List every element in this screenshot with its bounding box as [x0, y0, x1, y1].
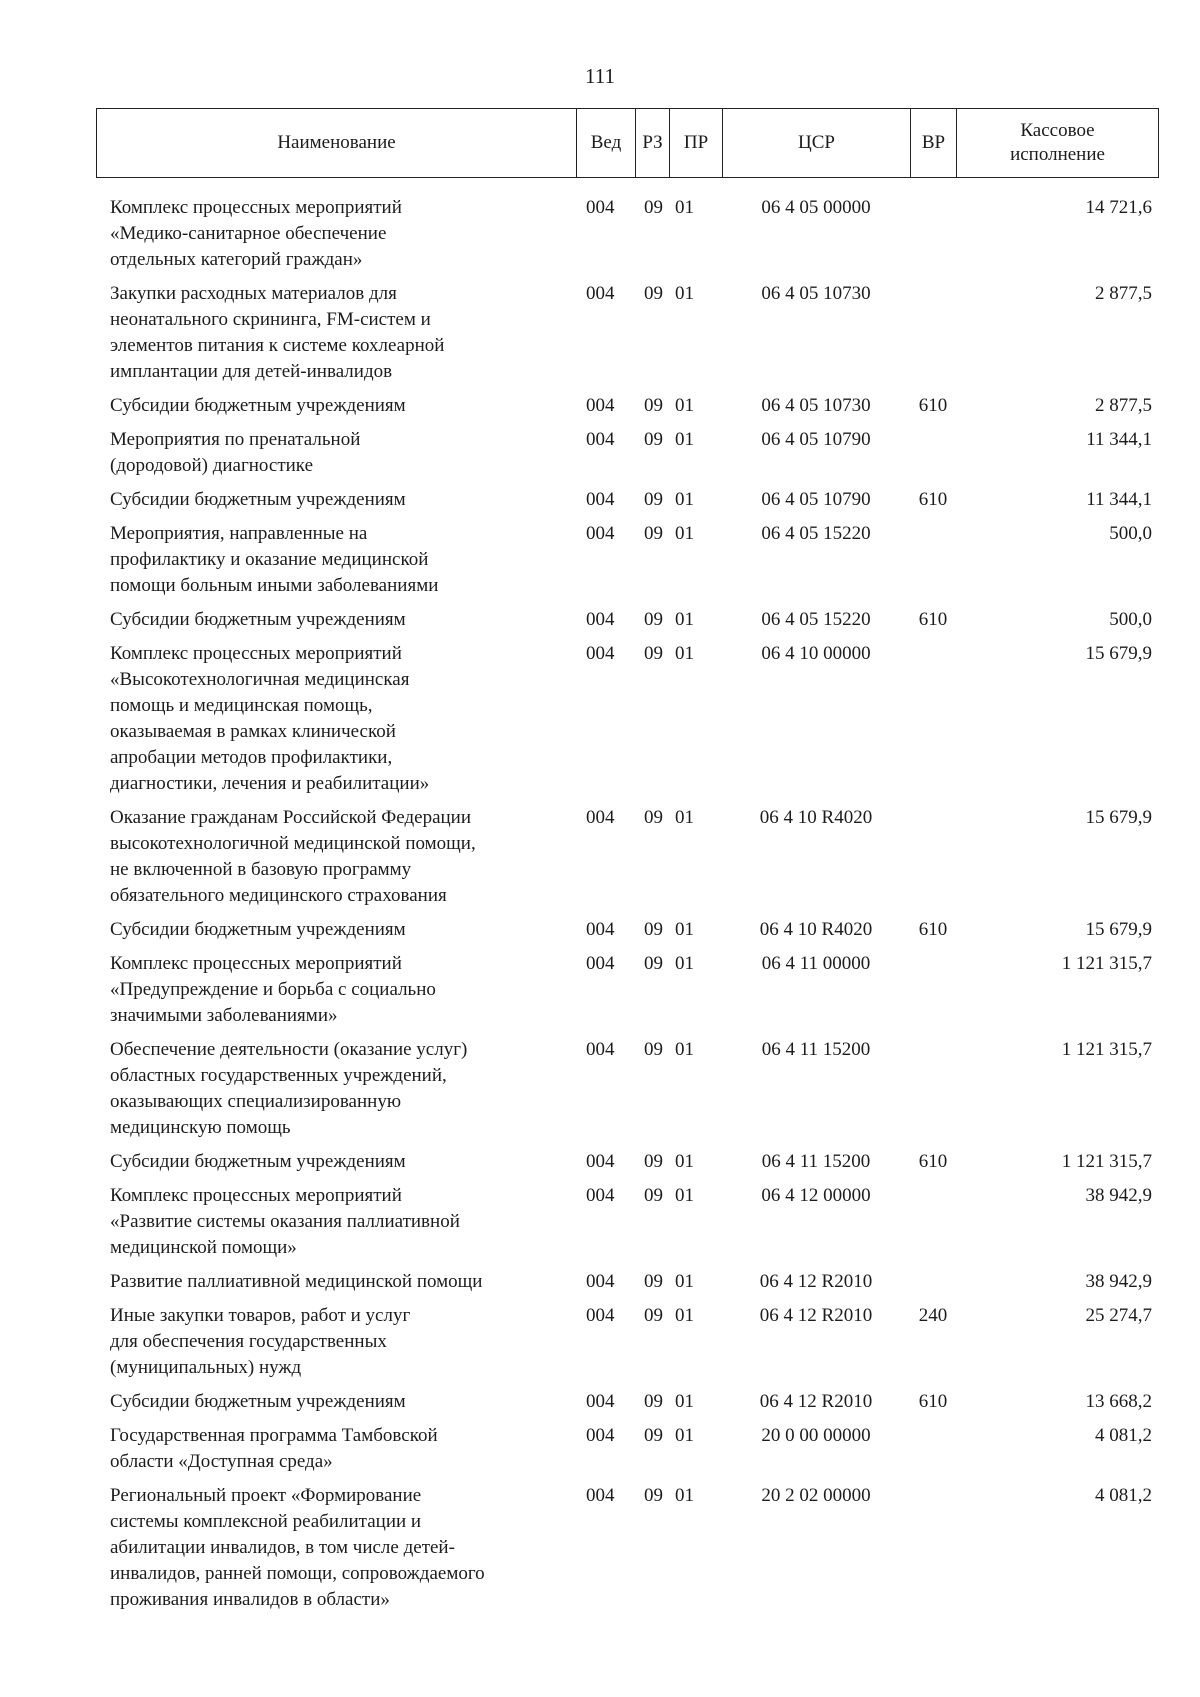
table-row	[96, 1389, 1158, 1415]
cell-csr: 20 2 02 00000	[761, 1485, 871, 1506]
cell-vr	[910, 641, 956, 797]
cell-csr: 06 4 10 00000	[761, 643, 871, 664]
cell-name-line: медицинской помощи»	[110, 1237, 297, 1258]
cell-name-line: Мероприятия, направленные на	[110, 523, 368, 544]
cell-ved: 004	[586, 807, 615, 828]
cell-pr: 01	[675, 1185, 694, 1206]
cell-name-line: не включенной в базовую программу	[110, 859, 412, 880]
table-row	[96, 393, 1158, 419]
cell-vr	[910, 805, 956, 909]
cell-sum: 1 121 315,7	[1061, 953, 1152, 974]
table-row	[96, 521, 1158, 599]
cell-csr: 06 4 11 15200	[761, 1151, 871, 1172]
cell-sum: 14 721,6	[1085, 197, 1152, 218]
cell-ved: 004	[586, 1305, 615, 1326]
cell-csr: 06 4 12 R2010	[759, 1271, 873, 1292]
cell-rz: 09	[644, 919, 663, 940]
cell-name-line: Иные закупки товаров, работ и услуг	[110, 1305, 411, 1326]
cell-rz: 09	[644, 283, 663, 304]
cell-name-line: высокотехнологичной медицинской помощи,	[110, 833, 476, 854]
cell-csr: 06 4 10 R4020	[759, 919, 873, 940]
cell-name	[96, 1149, 576, 1175]
cell-pr: 01	[675, 395, 694, 416]
cell-name	[96, 195, 576, 273]
cell-rz: 09	[644, 953, 663, 974]
table-row	[96, 1269, 1158, 1295]
cell-name-line: значимыми заболеваниями»	[110, 1005, 338, 1026]
cell-ved: 004	[586, 1485, 615, 1506]
cell-name-line: абилитации инвалидов, в том числе детей-	[110, 1537, 455, 1558]
cell-vr	[910, 281, 956, 385]
table-body	[96, 195, 1158, 1621]
cell-name-line: Субсидии бюджетным учреждениям	[110, 489, 406, 510]
cell-vr: 610	[918, 1151, 948, 1172]
cell-name-line: области «Доступная среда»	[110, 1451, 333, 1472]
cell-name	[96, 1423, 576, 1475]
cell-name-line: Субсидии бюджетным учреждениям	[110, 1151, 406, 1172]
cell-vr	[910, 1037, 956, 1141]
cell-name	[96, 607, 576, 633]
cell-rz: 09	[644, 1039, 663, 1060]
cell-name	[96, 1183, 576, 1261]
cell-name	[96, 641, 576, 797]
cell-vr	[910, 1483, 956, 1613]
cell-pr: 01	[675, 1305, 694, 1326]
cell-ved: 004	[586, 1425, 615, 1446]
cell-name-line: системы комплексной реабилитации и	[110, 1511, 422, 1532]
cell-name	[96, 917, 576, 943]
cell-pr: 01	[675, 1271, 694, 1292]
cell-name	[96, 1483, 576, 1613]
cell-csr: 06 4 10 R4020	[759, 807, 873, 828]
cell-sum: 500,0	[1109, 523, 1152, 544]
cell-pr: 01	[675, 1391, 694, 1412]
cell-sum: 4 081,2	[1095, 1425, 1152, 1446]
cell-name	[96, 951, 576, 1029]
cell-sum: 38 942,9	[1085, 1271, 1152, 1292]
cell-ved: 004	[586, 429, 615, 450]
table-row	[96, 487, 1158, 513]
table-row	[96, 1483, 1158, 1613]
cell-sum: 25 274,7	[1085, 1305, 1152, 1326]
cell-rz: 09	[644, 1271, 663, 1292]
table-row	[96, 1149, 1158, 1175]
cell-vr	[910, 1183, 956, 1261]
cell-vr: 610	[918, 609, 948, 630]
table-row	[96, 917, 1158, 943]
cell-vr	[910, 1269, 956, 1295]
cell-name	[96, 393, 576, 419]
cell-ved: 004	[586, 1271, 615, 1292]
cell-name-line: диагностики, лечения и реабилитации»	[110, 773, 430, 794]
cell-sum: 2 877,5	[1095, 283, 1152, 304]
cell-pr: 01	[675, 643, 694, 664]
cell-csr: 06 4 05 00000	[761, 197, 871, 218]
cell-vr	[910, 521, 956, 599]
cell-sum: 15 679,9	[1085, 807, 1152, 828]
table-row	[96, 1183, 1158, 1261]
cell-csr: 06 4 05 10730	[761, 395, 871, 416]
cell-pr: 01	[675, 1425, 694, 1446]
cell-name-line: Субсидии бюджетным учреждениям	[110, 395, 406, 416]
page-number: 111	[585, 64, 615, 88]
cell-rz: 09	[644, 1391, 663, 1412]
cell-sum: 4 081,2	[1095, 1485, 1152, 1506]
column-header-vr: ВР	[911, 109, 957, 178]
cell-pr: 01	[675, 807, 694, 828]
cell-ved: 004	[586, 523, 615, 544]
cell-rz: 09	[644, 609, 663, 630]
cell-name	[96, 281, 576, 385]
cell-csr: 06 4 05 10790	[761, 429, 871, 450]
cell-rz: 09	[644, 1185, 663, 1206]
cell-csr: 06 4 12 R2010	[759, 1305, 873, 1326]
cell-rz: 09	[644, 197, 663, 218]
cell-rz: 09	[644, 643, 663, 664]
cell-name-line: «Высокотехнологичная медицинская	[110, 669, 410, 690]
cell-rz: 09	[644, 1425, 663, 1446]
cell-name-line: Субсидии бюджетным учреждениям	[110, 609, 406, 630]
cell-rz: 09	[644, 523, 663, 544]
cell-name-line: апробации методов профилактики,	[110, 747, 393, 768]
cell-ved: 004	[586, 609, 615, 630]
cell-name-line: Оказание гражданам Российской Федерации	[110, 807, 471, 828]
cell-name-line: «Предупреждение и борьба с социально	[110, 979, 436, 1000]
cell-rz: 09	[644, 807, 663, 828]
cell-vr	[910, 951, 956, 1029]
cell-name-line: оказываемая в рамках клинической	[110, 721, 396, 742]
cell-name-line: оказывающих специализированную	[110, 1091, 402, 1112]
cell-name-line: (дородовой) диагностике	[110, 455, 313, 476]
column-header-sum	[957, 109, 1159, 178]
cell-pr: 01	[675, 1039, 694, 1060]
column-header-sum-line2: исполнение	[1010, 144, 1105, 165]
cell-name-line: Государственная программа Тамбовской	[110, 1425, 438, 1446]
table-row	[96, 1037, 1158, 1141]
cell-name-line: областных государственных учреждений,	[110, 1065, 447, 1086]
cell-sum: 2 877,5	[1095, 395, 1152, 416]
cell-name-line: Мероприятия по пренатальной	[110, 429, 361, 450]
cell-name-line: Обеспечение деятельности (оказание услуг)	[110, 1039, 468, 1060]
cell-csr: 06 4 05 10730	[761, 283, 871, 304]
cell-sum: 15 679,9	[1085, 643, 1152, 664]
cell-name-line: профилактику и оказание медицинской	[110, 549, 429, 570]
cell-rz: 09	[644, 1305, 663, 1326]
cell-name-line: Субсидии бюджетным учреждениям	[110, 1391, 406, 1412]
cell-name-line: обязательного медицинского страхования	[110, 885, 447, 906]
cell-csr: 06 4 11 15200	[761, 1039, 871, 1060]
cell-vr: 240	[918, 1305, 948, 1326]
table-row	[96, 1303, 1158, 1381]
cell-rz: 09	[644, 429, 663, 450]
cell-csr: 06 4 05 15220	[761, 609, 871, 630]
table-row	[96, 281, 1158, 385]
cell-rz: 09	[644, 489, 663, 510]
cell-pr: 01	[675, 609, 694, 630]
cell-sum: 11 344,1	[1086, 429, 1152, 450]
cell-name-line: неонатального скрининга, FM-систем и	[110, 309, 431, 330]
cell-ved: 004	[586, 395, 615, 416]
cell-rz: 09	[644, 1151, 663, 1172]
table-row	[96, 427, 1158, 479]
cell-sum: 1 121 315,7	[1061, 1039, 1152, 1060]
table-row	[96, 641, 1158, 797]
cell-pr: 01	[675, 1151, 694, 1172]
cell-name-line: Комплекс процессных мероприятий	[110, 1185, 402, 1206]
cell-ved: 004	[586, 1391, 615, 1412]
cell-name	[96, 805, 576, 909]
cell-sum: 11 344,1	[1086, 489, 1152, 510]
table-header	[96, 108, 1159, 178]
cell-name-line: Региональный проект «Формирование	[110, 1485, 422, 1506]
cell-ved: 004	[586, 1151, 615, 1172]
cell-name	[96, 1037, 576, 1141]
column-header-rz: РЗ	[636, 109, 670, 178]
cell-pr: 01	[675, 953, 694, 974]
cell-name	[96, 427, 576, 479]
column-header-sum-line1: Кассовое	[1020, 120, 1095, 141]
cell-rz: 09	[644, 395, 663, 416]
cell-vr	[910, 195, 956, 273]
cell-name-line: «Медико-санитарное обеспечение	[110, 223, 387, 244]
cell-name-line: Комплекс процессных мероприятий	[110, 197, 402, 218]
cell-ved: 004	[586, 1039, 615, 1060]
cell-sum: 15 679,9	[1085, 919, 1152, 940]
cell-pr: 01	[675, 489, 694, 510]
cell-name-line: Субсидии бюджетным учреждениям	[110, 919, 406, 940]
cell-name-line: Комплекс процессных мероприятий	[110, 643, 402, 664]
cell-name-line: помощи больным иными заболеваниями	[110, 575, 439, 596]
cell-vr	[910, 427, 956, 479]
cell-pr: 01	[675, 919, 694, 940]
cell-csr: 20 0 00 00000	[761, 1425, 871, 1446]
cell-ved: 004	[586, 1185, 615, 1206]
cell-rz: 09	[644, 1485, 663, 1506]
cell-name-line: Закупки расходных материалов для	[110, 283, 397, 304]
cell-name-line: Комплекс процессных мероприятий	[110, 953, 402, 974]
cell-name-line: медицинскую помощь	[110, 1117, 291, 1138]
cell-ved: 004	[586, 489, 615, 510]
table-row	[96, 607, 1158, 633]
table-row	[96, 1423, 1158, 1475]
cell-name-line: инвалидов, ранней помощи, сопровождаемого	[110, 1563, 485, 1584]
cell-csr: 06 4 05 15220	[761, 523, 871, 544]
cell-name-line: отдельных категорий граждан»	[110, 249, 363, 270]
cell-name	[96, 1269, 576, 1295]
cell-vr: 610	[918, 395, 948, 416]
cell-name-line: для обеспечения государственных	[110, 1331, 387, 1352]
cell-name-line: (муниципальных) нужд	[110, 1357, 302, 1378]
cell-name-line: элементов питания к системе кохлеарной	[110, 335, 445, 356]
cell-name	[96, 487, 576, 513]
cell-sum: 1 121 315,7	[1061, 1151, 1152, 1172]
cell-pr: 01	[675, 197, 694, 218]
cell-vr	[910, 1423, 956, 1475]
cell-pr: 01	[675, 283, 694, 304]
table-row	[96, 951, 1158, 1029]
cell-name-line: имплантации для детей-инвалидов	[110, 361, 393, 382]
column-header-ved: Вед	[577, 109, 636, 178]
cell-name-line: Развитие паллиативной медицинской помощи	[110, 1271, 483, 1292]
cell-sum: 500,0	[1109, 609, 1152, 630]
cell-sum: 13 668,2	[1085, 1391, 1152, 1412]
cell-vr: 610	[918, 489, 948, 510]
cell-csr: 06 4 11 00000	[761, 953, 871, 974]
cell-vr: 610	[918, 919, 948, 940]
cell-pr: 01	[675, 429, 694, 450]
cell-csr: 06 4 12 R2010	[759, 1391, 873, 1412]
cell-name	[96, 521, 576, 599]
cell-ved: 004	[586, 197, 615, 218]
cell-pr: 01	[675, 1485, 694, 1506]
cell-ved: 004	[586, 919, 615, 940]
cell-ved: 004	[586, 283, 615, 304]
cell-pr: 01	[675, 523, 694, 544]
column-header-pr: ПР	[670, 109, 723, 178]
table-row	[96, 195, 1158, 273]
cell-name-line: «Развитие системы оказания паллиативной	[110, 1211, 460, 1232]
cell-sum: 38 942,9	[1085, 1185, 1152, 1206]
cell-csr: 06 4 05 10790	[761, 489, 871, 510]
cell-name	[96, 1303, 576, 1381]
cell-vr: 610	[918, 1391, 948, 1412]
cell-name-line: помощь и медицинская помощь,	[110, 695, 373, 716]
table-row	[96, 805, 1158, 909]
cell-ved: 004	[586, 953, 615, 974]
cell-name	[96, 1389, 576, 1415]
cell-ved: 004	[586, 643, 615, 664]
cell-name-line: проживания инвалидов в области»	[110, 1589, 390, 1610]
cell-csr: 06 4 12 00000	[761, 1185, 871, 1206]
column-header-csr: ЦСР	[723, 109, 911, 178]
column-header-name: Наименование	[97, 109, 577, 178]
